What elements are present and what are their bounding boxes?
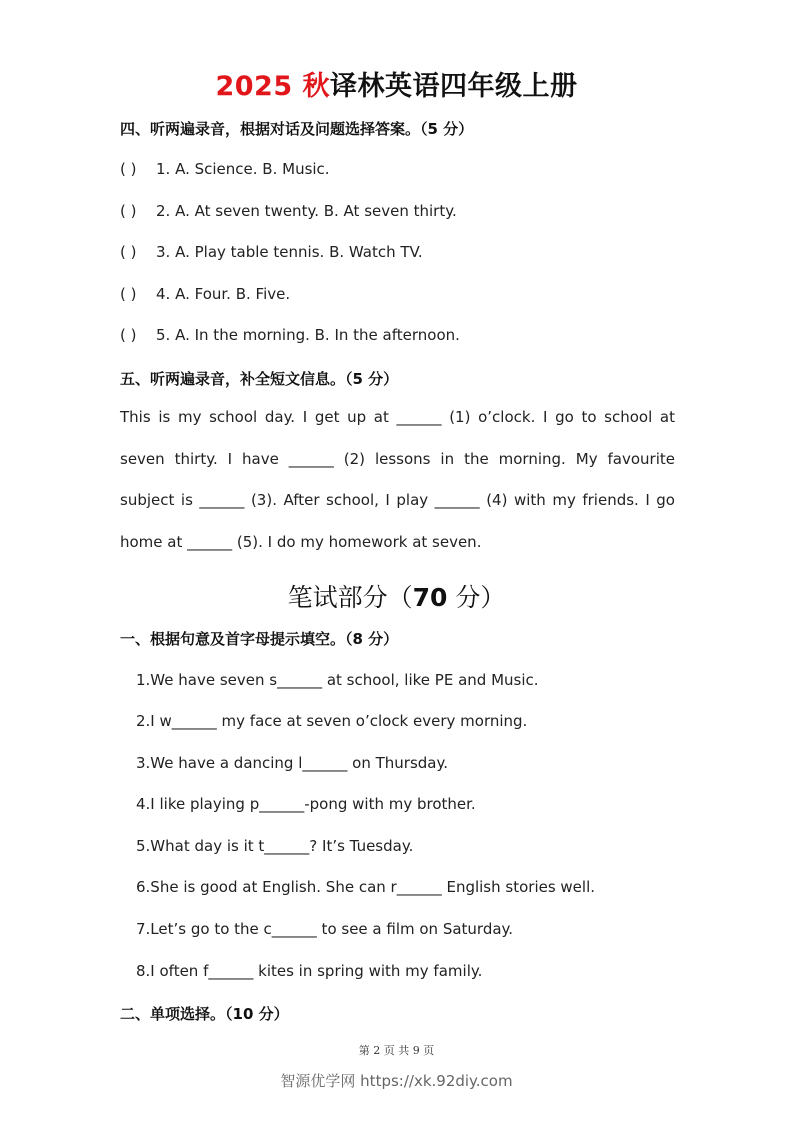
section5-heading: 五、听两遍录音，补全短文信息。（5 分）	[120, 370, 399, 388]
written-suffix: 分）	[447, 583, 506, 612]
title-year: 2025 秋	[215, 71, 331, 102]
answer-paren: ( )	[120, 202, 137, 220]
fill-item: 2.I w______ my face at seven o’clock every morning.	[136, 712, 528, 730]
fill-item: 4.I like playing p______-pong with my brother.	[136, 795, 476, 813]
part2-heading: 二、单项选择。（10 分）	[120, 1005, 289, 1023]
question-text: 5. A. In the morning. B. In the afternoon.	[156, 326, 460, 344]
fill-item: 1.We have seven s______ at school, like PE and Music.	[136, 671, 539, 689]
question-text: 3. A. Play table tennis. B. Watch TV.	[156, 243, 423, 261]
fill-item: 6.She is good at English. She can r______ English stories well.	[136, 878, 596, 896]
fill-item: 8.I often f______ kites in spring with my family.	[136, 962, 483, 980]
question-line	[120, 243, 423, 261]
question-text: 1. A. Science. B. Music.	[156, 160, 330, 178]
cloze-paragraph: This is my school day. I get up at ______ (1) o’clock. I go to school at seven thirty. I have ______ (2) lessons in the morning. My favourite subject is ______ (3). After school, I play ______ (4) with my friends. I go home at ______ (5). I do my homework at seven.	[120, 408, 675, 551]
fill-item: 7.Let’s go to the c______ to see a film on Saturday.	[136, 920, 514, 938]
title-text: 译林英语四年级上册	[330, 71, 578, 102]
page-footer: 第 2 页 共 9 页	[358, 1044, 435, 1057]
question-line	[120, 160, 330, 178]
site-watermark: 智源优学网 https://xk.92diy.com	[280, 1072, 513, 1090]
question-text: 2. A. At seven twenty. B. At seven thirty.	[156, 202, 457, 220]
question-line	[120, 326, 460, 344]
question-line	[120, 202, 457, 220]
written-score: 70	[412, 583, 448, 612]
answer-paren: ( )	[120, 160, 137, 178]
question-line	[120, 285, 290, 303]
part1-heading: 一、根据句意及首字母提示填空。（8 分）	[120, 630, 399, 648]
written-label: 笔试部分（	[287, 583, 413, 612]
written-section-title	[0, 578, 793, 614]
answer-paren: ( )	[120, 285, 137, 303]
answer-paren: ( )	[120, 326, 137, 344]
answer-paren: ( )	[120, 243, 137, 261]
question-text: 4. A. Four. B. Five.	[156, 285, 291, 303]
fill-item: 5.What day is it t______? It’s Tuesday.	[136, 837, 414, 855]
section4-heading: 四、听两遍录音，根据对话及问题选择答案。（5 分）	[120, 120, 474, 138]
document-title	[0, 64, 793, 103]
fill-item: 3.We have a dancing l______ on Thursday.	[136, 754, 448, 772]
